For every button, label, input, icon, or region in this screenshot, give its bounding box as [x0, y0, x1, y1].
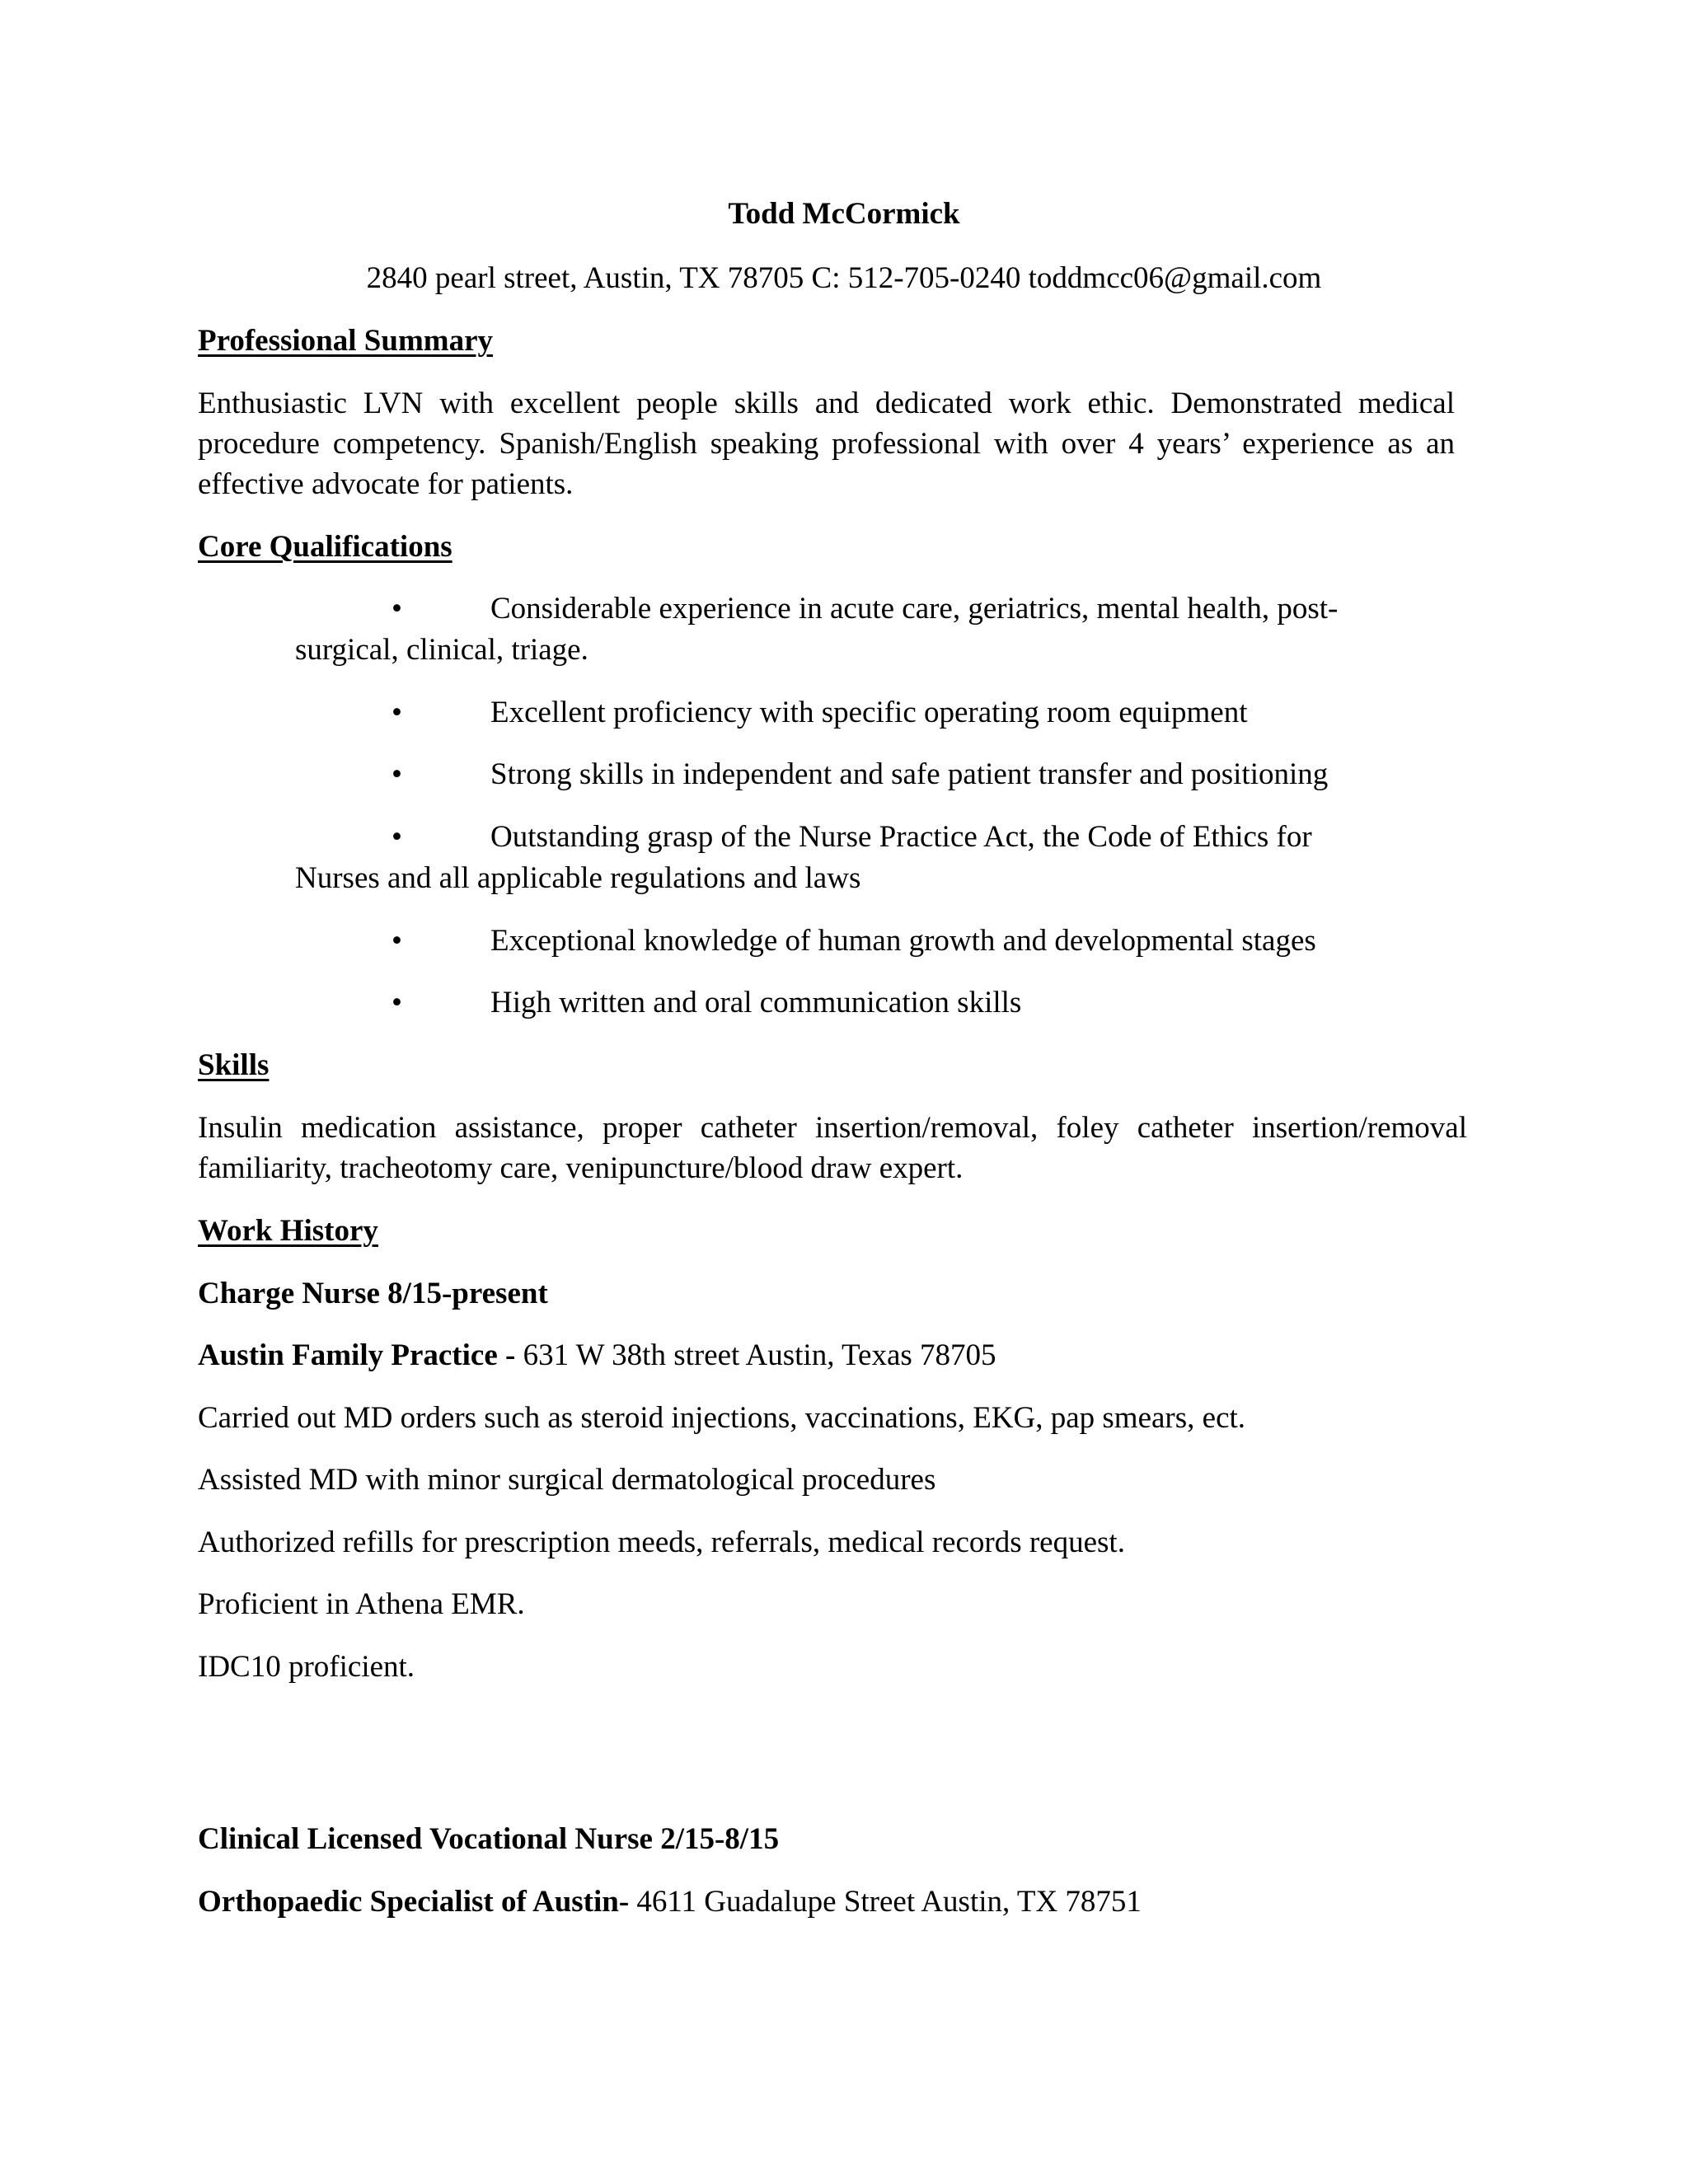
job-duty: Proficient in Athena EMR.	[198, 1587, 525, 1621]
section-heading-work-history: Work History	[198, 1214, 378, 1248]
section-heading-skills: Skills	[198, 1048, 270, 1082]
job-employer-line	[198, 1338, 996, 1374]
summary-text: Enthusiastic LVN with excellent people skills and dedicated work ethic. Demonstrated medical procedure competency. Spanish/English speaking professional with over 4 years’ experience as an effective advocate for patients.	[198, 387, 1455, 501]
qualification-item-continuation: Nurses and all applicable regulations and laws	[295, 861, 861, 895]
section-heading-summary: Professional Summary	[198, 324, 494, 358]
qualification-item: Excellent proficiency with specific operating room equipment	[490, 696, 1248, 729]
job-duty: Carried out MD orders such as steroid injections, vaccinations, EKG, pap smears, ect.	[198, 1401, 1246, 1435]
candidate-name: Todd McCormick	[728, 197, 960, 231]
job-title: Charge Nurse 8/15-present	[198, 1277, 548, 1310]
qualification-item: High written and oral communication skills	[490, 986, 1022, 1019]
job-duty: Authorized refills for prescription meeds, referrals, medical records request.	[198, 1526, 1125, 1559]
job-employer-line	[198, 1884, 1142, 1920]
employer-name: Austin Family Practice -	[198, 1338, 516, 1372]
qualification-item: Strong skills in independent and safe patient transfer and positioning	[490, 757, 1329, 791]
qualification-item: Considerable experience in acute care, geriatrics, mental health, post-	[490, 592, 1339, 626]
qualification-item: Exceptional knowledge of human growth and developmental stages	[490, 924, 1316, 958]
skills-text: Insulin medication assistance, proper catheter insertion/removal, foley catheter insertion/removal familiarity, tracheotomy care, venipuncture/blood draw expert.	[198, 1111, 1467, 1185]
contact-info: 2840 pearl street, Austin, TX 78705 C: 512-705-0240 toddmcc06@gmail.com	[366, 261, 1322, 295]
job-duty: IDC10 proficient.	[198, 1650, 415, 1684]
qualification-item-continuation: surgical, clinical, triage.	[295, 633, 588, 667]
employer-address: 4611 Guadalupe Street Austin, TX 78751	[629, 1885, 1142, 1919]
job-title: Clinical Licensed Vocational Nurse 2/15-8/15	[198, 1822, 780, 1856]
qualification-item: Outstanding grasp of the Nurse Practice Act, the Code of Ethics for	[490, 820, 1312, 854]
section-heading-qualifications: Core Qualifications	[198, 530, 452, 564]
job-duty: Assisted MD with minor surgical dermatological procedures	[198, 1463, 936, 1497]
bullet-marker: •	[392, 986, 402, 1019]
bullet-marker: •	[392, 820, 402, 854]
employer-name: Orthopaedic Specialist of Austin-	[198, 1885, 630, 1919]
bullet-marker: •	[392, 592, 402, 626]
bullet-marker: •	[392, 924, 402, 958]
bullet-marker: •	[392, 757, 402, 791]
employer-address: 631 W 38th street Austin, Texas 78705	[515, 1338, 996, 1372]
bullet-marker: •	[392, 696, 402, 729]
